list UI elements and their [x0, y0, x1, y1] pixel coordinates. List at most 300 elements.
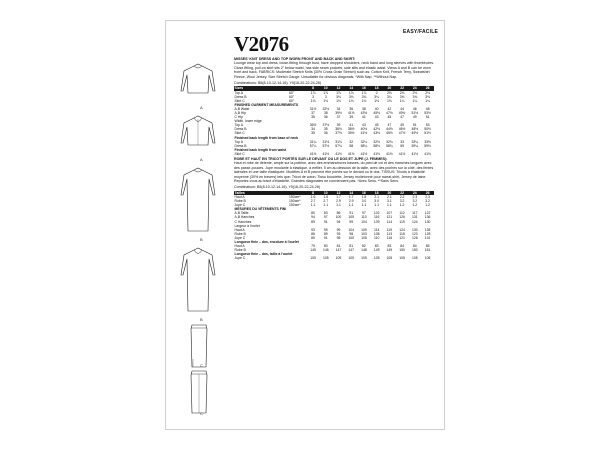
size-value: 45½	[373, 111, 380, 115]
row-label: Robe B	[234, 231, 246, 236]
row-label: C Hip	[234, 115, 243, 120]
size-value: 103	[361, 231, 367, 236]
size-value: 105	[424, 256, 431, 261]
row-label: C Hanches	[234, 219, 252, 224]
row-label: Skirt C	[234, 131, 245, 136]
size-value: 48	[425, 106, 430, 111]
fabric-width: 60"	[289, 90, 295, 95]
size-value: 51	[425, 115, 430, 120]
fr-width-rows	[234, 228, 434, 240]
size-value: 35	[323, 127, 328, 132]
fabric-width: 150cm*	[289, 203, 301, 208]
size-value: 89	[311, 235, 315, 240]
size-value: 104	[348, 227, 355, 232]
size-value: 97	[362, 211, 366, 216]
size-value: 94	[311, 215, 315, 220]
size-value: 32½	[322, 106, 330, 111]
en-waist-rows	[234, 152, 434, 156]
size-value: 47	[400, 115, 404, 120]
en-combinations: Combinations: B5(8-10-12-14-16), Y5(18-20-22-24-26)	[234, 81, 322, 86]
size-value: 121	[399, 235, 405, 240]
skirt-c-front-sketch	[184, 323, 214, 371]
difficulty-label: EASY/FACILE	[403, 29, 438, 35]
size-value: 41½	[347, 151, 355, 156]
size-value: 45	[374, 123, 379, 128]
size-value: 3⅜	[399, 94, 405, 99]
size-value: 32	[349, 139, 354, 144]
table-row	[234, 152, 434, 156]
size-value: 40½	[360, 127, 368, 132]
size-value: 32¾	[386, 139, 393, 144]
fr-finished-title: MESURES DU VÊTEMENTS FINI	[234, 207, 287, 212]
size-value: 41½	[373, 151, 380, 156]
size-value: 41½	[411, 151, 419, 156]
size-value: 79	[311, 244, 315, 249]
size-value: 83	[387, 244, 392, 249]
header-cell: Sizes	[234, 86, 244, 91]
size-value: 39	[349, 115, 354, 120]
size-value: 36	[349, 106, 354, 111]
size-value: 57¾	[335, 143, 342, 148]
size-value: 105	[373, 256, 380, 261]
size-value: 41½	[398, 151, 406, 156]
row-label: A,B Hanches	[234, 215, 255, 220]
dress-b-front-sketch	[178, 165, 218, 237]
size-value: 150	[411, 248, 418, 253]
header-cell: 16	[362, 86, 366, 91]
row-label: Top A	[234, 123, 243, 128]
view-label-c2: C	[200, 411, 203, 416]
size-value: 102	[373, 211, 380, 216]
size-value: 3⅜	[425, 94, 430, 99]
en-width-rows	[234, 123, 434, 135]
size-value: 35	[311, 115, 315, 120]
size-value: 128	[424, 231, 431, 236]
size-value: 2⅛	[387, 90, 392, 95]
size-value: 82	[362, 244, 366, 249]
size-value: 126	[411, 235, 418, 240]
size-value: 91	[323, 235, 328, 240]
garment-sketches	[178, 61, 230, 421]
size-value: 39	[336, 123, 341, 128]
size-value: 1¼	[425, 98, 430, 103]
size-value: 3	[324, 94, 327, 99]
size-value: 105	[335, 256, 342, 261]
size-value: 1⅛	[323, 98, 329, 103]
row-label: Haut A	[234, 194, 245, 199]
size-value: 1⅛	[361, 98, 367, 103]
size-value: 86	[311, 231, 315, 236]
fabric-width: 60"	[289, 98, 295, 103]
view-label-c1: C	[200, 363, 203, 368]
size-value: 44½	[386, 127, 393, 132]
size-value: 32½	[373, 139, 380, 144]
size-value: 105	[411, 256, 418, 261]
size-value: 34	[311, 127, 315, 132]
size-value: 100	[335, 215, 342, 220]
size-value: 47	[387, 123, 392, 128]
size-value: 3¼	[374, 94, 380, 99]
size-value: 130	[424, 219, 431, 224]
size-value: 43	[362, 123, 366, 128]
size-value: 49	[412, 115, 417, 120]
size-value: 149	[373, 248, 380, 253]
size-value: 95	[336, 235, 341, 240]
size-value: 2.1	[374, 194, 380, 199]
size-value: 100	[348, 235, 355, 240]
size-value: 35	[311, 131, 315, 136]
size-value: 50½	[424, 127, 431, 132]
size-value: 148	[361, 248, 367, 253]
size-value: 1¼	[399, 98, 405, 103]
size-value: 39½	[347, 131, 355, 136]
size-value: 3.0	[361, 199, 367, 204]
size-value: 1.8	[361, 194, 367, 199]
size-value: 37	[311, 111, 315, 115]
size-value: 105	[361, 256, 367, 261]
size-value: 59	[400, 143, 404, 148]
row-label: Dress B	[234, 127, 247, 132]
header-cell: 10	[323, 86, 328, 91]
size-value: 41	[349, 123, 354, 128]
size-value: 41½	[386, 151, 393, 156]
size-value: 51½	[424, 131, 431, 136]
header-cell: 14	[349, 190, 354, 195]
pattern-envelope-back	[165, 20, 445, 430]
size-value: 116	[386, 235, 393, 240]
size-value: 1⅞	[336, 90, 341, 95]
size-value: 104	[361, 219, 367, 224]
header-cell: 22	[400, 190, 404, 195]
size-value: 45½	[386, 131, 393, 136]
header-cell: 10	[323, 190, 328, 195]
size-value: 3.2	[425, 199, 430, 204]
size-value: 94	[336, 219, 341, 224]
size-value: 1¼	[412, 98, 418, 103]
fr-back-length-title: Longueur finie – dos, encolure à l'ourlet	[234, 240, 299, 244]
header-cell: 20	[387, 86, 392, 91]
size-value: 3.0	[374, 199, 380, 204]
fr-title: ROBE ET HAUT EN TRICOT PORTÉS SUR LE DEVANT OU LE DOS ET JUPE (J. FEMMES):	[234, 157, 388, 162]
size-value: 41½	[309, 151, 317, 156]
size-value: 41	[362, 115, 366, 120]
size-value: 130	[411, 227, 418, 232]
skirt-c-back-sketch	[184, 369, 214, 417]
size-value: 38	[323, 111, 328, 115]
size-value: 93	[311, 227, 315, 232]
size-value: 91	[349, 211, 354, 216]
size-value: 1.1	[348, 203, 354, 208]
size-value: 2.3	[412, 194, 418, 199]
size-value: 81	[336, 244, 341, 249]
size-value: 42½	[373, 127, 380, 132]
size-value: 145	[310, 248, 316, 253]
en-description: Lounge wear top and dress, loose-fitting through bust, have dropped shoulders, neck band and long sleeves with thumbholes. Close-fitting, pull-on skirt sits 2" below waist, has side seam pockets, side slits and elastic waist. Views A and B can be worn front and back. FABRICS: Moderate Stretch Knits (30% Cross Grain Stretch) such as: Cotton Knit, French Terry, Sweatshirt Fleece, Wool Jersey. Size Stretch Gauge. Unsuitable for obvious diagonals. *With Nap. **Without Nap.	[234, 61, 434, 79]
size-value: 47½	[398, 131, 406, 136]
top-a-back-sketch	[178, 113, 218, 161]
row-label: Top A	[234, 139, 243, 144]
en-waist-length-title: Finished back length from waist	[234, 147, 287, 152]
size-value: 105	[348, 256, 355, 261]
size-value: 105	[386, 256, 393, 261]
size-value: 31½	[309, 106, 317, 111]
size-value: 147	[348, 248, 355, 253]
size-value: 147	[335, 248, 342, 253]
size-value: 122	[424, 211, 431, 216]
size-value: 43½	[373, 131, 380, 136]
size-value: 38½	[347, 127, 355, 132]
size-value: 49½	[398, 111, 406, 115]
row-label: Skirt C	[234, 151, 245, 156]
header-cell: 12	[336, 190, 341, 195]
size-value: 81	[349, 244, 354, 249]
size-value: 2⅛	[412, 90, 418, 95]
size-value: 48½	[411, 127, 419, 132]
size-value: 3⅛	[336, 94, 341, 99]
size-value: 149	[386, 248, 393, 253]
header-cell: 26	[425, 86, 430, 91]
size-value: 33½	[424, 139, 431, 144]
size-value: 1.7	[336, 194, 341, 199]
row-label: A,B Taille	[234, 211, 249, 216]
size-value: 57½	[322, 143, 330, 148]
header-cell: 24	[412, 190, 417, 195]
size-value: 49	[400, 123, 404, 128]
row-label: Robe B	[234, 248, 246, 253]
size-value: 89	[323, 231, 328, 236]
size-value: 36½	[335, 127, 342, 132]
size-value: 131	[424, 235, 431, 240]
size-value: 99	[336, 227, 341, 232]
size-value: 33	[400, 139, 404, 144]
size-value: 2.9	[336, 199, 341, 204]
size-value: 109	[373, 219, 380, 224]
size-value: 33¼	[411, 139, 419, 144]
size-value: 37½	[322, 123, 330, 128]
size-value: 58¼	[360, 143, 368, 148]
view-label-a2: A	[200, 157, 203, 162]
header-cell: 14	[349, 86, 354, 91]
fr-combinations: Combinaison: B5(8-10-12-14-16), Y5(18-20-22-24-26)	[234, 185, 321, 190]
row-label: Skirt C	[234, 98, 245, 103]
row-label: Jupe C	[234, 235, 246, 240]
size-value: 59¼	[411, 143, 419, 148]
size-value: 109	[361, 227, 367, 232]
size-value: 3.2	[412, 199, 418, 204]
size-value: 2.7	[310, 199, 316, 204]
size-value: 80	[311, 211, 315, 216]
size-value: 80	[323, 244, 328, 249]
size-value: 83	[323, 211, 328, 216]
size-value: 3	[312, 94, 314, 99]
size-value: 1.1	[387, 203, 392, 208]
fabric-width: 150cm*	[289, 194, 301, 199]
size-value: 1⅛	[348, 98, 354, 103]
size-value: 95	[323, 227, 328, 232]
size-value: 36½	[309, 123, 317, 128]
en-finished-rows	[234, 107, 434, 119]
size-value: 119	[399, 219, 405, 224]
size-value: 53	[425, 123, 430, 128]
size-value: 2.7	[323, 199, 329, 204]
row-label: A,B Hip	[234, 111, 246, 115]
row-label: Jupe C	[234, 203, 246, 208]
size-value: 38	[362, 106, 366, 111]
size-value: 32¼	[360, 139, 368, 144]
size-value: 51½	[411, 111, 419, 115]
row-label: A,B Waist	[234, 106, 250, 111]
size-value: 114	[373, 227, 380, 232]
top-a-front-sketch	[178, 61, 218, 109]
size-value: 59½	[424, 143, 431, 148]
size-value: 112	[399, 211, 405, 216]
size-value: 117	[412, 211, 418, 216]
size-value: 1⅞	[310, 90, 316, 95]
size-value: 2.2	[399, 194, 405, 199]
size-value: 58¾	[386, 143, 393, 148]
size-value: 31¾	[335, 139, 342, 144]
size-value: 1.1	[310, 203, 316, 208]
header-cell: 26	[425, 190, 430, 195]
size-value: 105	[399, 256, 405, 261]
fr-waist-rows	[234, 256, 434, 260]
size-value: 84	[412, 244, 417, 249]
size-value: 84	[400, 244, 404, 249]
size-value: 1⅞	[361, 90, 367, 95]
size-value: 110	[361, 215, 367, 220]
fr-width-title: Largeur à l'ourlet	[234, 223, 260, 228]
size-value: 136	[424, 215, 431, 220]
row-label: Jupe C	[234, 256, 246, 261]
fr-description: Haut et robe de détente, ample sur la poitrine, avec des emmanchures basses, du pied de col et des manches longues avec des passe-pouces. Jupe moulante à élastique, à enfiler, 5 cm au dessous de la taille, avec des poches sur la côté, des fentes latérales et une taille élastiquée. Modèles A et B peuvent être portés sur le devant ou le dos. TISSUS: Tricots à élasticité moyenne (30% en travers) tels que: Tricot de coton, Tissu bouclette, Jersey molletonné pour sweat-shirt, Jersey de laine. Reportez-vous au tracé d'élasticité. Grandes diagonales ne conviennent pas. *Avec Sens. **Sans Sens.	[234, 161, 434, 184]
size-value: 151	[424, 248, 431, 253]
pattern-number: V2076	[234, 32, 289, 56]
row-label: Dress B	[234, 94, 247, 99]
size-value: 86	[336, 211, 341, 216]
size-value: 37	[336, 115, 341, 120]
size-value: 2⅛	[399, 90, 405, 95]
size-value: 1.1	[323, 203, 329, 208]
header-cell: 20	[387, 190, 392, 195]
size-value: 1.1	[374, 203, 380, 208]
size-value: 36	[323, 115, 328, 120]
size-value: 43½	[360, 111, 368, 115]
header-cell: 12	[336, 86, 341, 91]
size-value: 1.7	[348, 194, 354, 199]
view-label-b1: B	[200, 237, 203, 242]
fabric-width: 150cm*	[289, 199, 301, 204]
size-value: 46	[412, 106, 417, 111]
view-label-b2: B	[200, 317, 203, 322]
size-value: 3.1	[387, 199, 392, 204]
fr-finished-rows	[234, 211, 434, 223]
size-value: 118	[399, 231, 405, 236]
size-value: 2.3	[425, 194, 430, 199]
size-value: 37½	[335, 131, 342, 136]
en-yardage-rows	[234, 91, 434, 103]
size-value: 3.2	[399, 199, 405, 204]
size-value: 1⅞	[348, 90, 354, 95]
size-value: 105	[310, 256, 316, 261]
header-cell: 22	[400, 86, 404, 91]
en-finished-title: FINISHED GARMENT MEASUREMENTS	[234, 102, 299, 107]
size-value: 91	[323, 219, 328, 224]
size-value: 41½	[360, 131, 368, 136]
size-value: 46½	[398, 127, 406, 132]
size-value: 2.1	[387, 194, 392, 199]
table-row	[234, 256, 434, 260]
size-value: 3⅛	[348, 94, 354, 99]
fr-size-table	[234, 191, 434, 261]
fr-yardage-rows	[234, 195, 434, 207]
size-value: 114	[386, 219, 393, 224]
view-label-a1: A	[200, 105, 203, 110]
size-value: 119	[386, 227, 393, 232]
size-value: 47½	[386, 111, 393, 115]
en-back-length-title: Finished back length from base of neck	[234, 135, 299, 140]
size-value: 99	[349, 219, 354, 224]
row-label: Top A	[234, 90, 243, 95]
en-size-table	[234, 86, 434, 156]
size-value: 41½	[424, 151, 431, 156]
size-value: 150	[399, 248, 405, 253]
size-value: 93	[336, 231, 341, 236]
size-value: 110	[373, 235, 380, 240]
size-value: 36	[323, 131, 328, 136]
size-value: 113	[386, 231, 393, 236]
size-value: 57¼	[309, 143, 317, 148]
size-value: 124	[411, 219, 418, 224]
size-value: 126	[399, 215, 405, 220]
size-value: 1.2	[412, 203, 418, 208]
size-value: 43	[374, 115, 379, 120]
size-value: 41½	[322, 151, 330, 156]
size-value: 1.1	[361, 203, 367, 208]
size-value: 34	[336, 106, 341, 111]
header-cell: 24	[412, 86, 417, 91]
size-value: 3⅛	[361, 94, 367, 99]
header-cell: 16	[362, 190, 366, 195]
size-value: 1.2	[399, 203, 405, 208]
size-value: 135	[424, 227, 431, 232]
size-value: 41½	[360, 151, 368, 156]
size-value: 116	[373, 215, 380, 220]
fabric-width: 60"	[289, 94, 295, 99]
size-value: 123	[411, 231, 418, 236]
size-value: 98	[349, 231, 354, 236]
size-value: 1⅛	[387, 98, 392, 103]
header-cell: 18	[374, 86, 379, 91]
size-value: 1⅛	[374, 98, 380, 103]
row-label: Robe B	[234, 199, 246, 204]
size-value: 53½	[424, 111, 431, 115]
size-value: 58	[349, 143, 354, 148]
size-value: 105	[322, 256, 329, 261]
size-value: 44	[400, 106, 404, 111]
size-value: 121	[386, 215, 393, 220]
pattern-info	[234, 33, 434, 260]
size-value: 3⅜	[412, 94, 418, 99]
size-value: 45	[387, 115, 392, 120]
size-value: 39½	[335, 111, 342, 115]
header-cell: 18	[374, 190, 379, 195]
size-value: 131	[411, 215, 418, 220]
size-value: 41½	[335, 151, 342, 156]
size-value: 41½	[347, 111, 355, 115]
size-value: 1⅞	[323, 90, 329, 95]
size-value: 1.2	[425, 203, 430, 208]
row-label: Dress B	[234, 143, 247, 148]
